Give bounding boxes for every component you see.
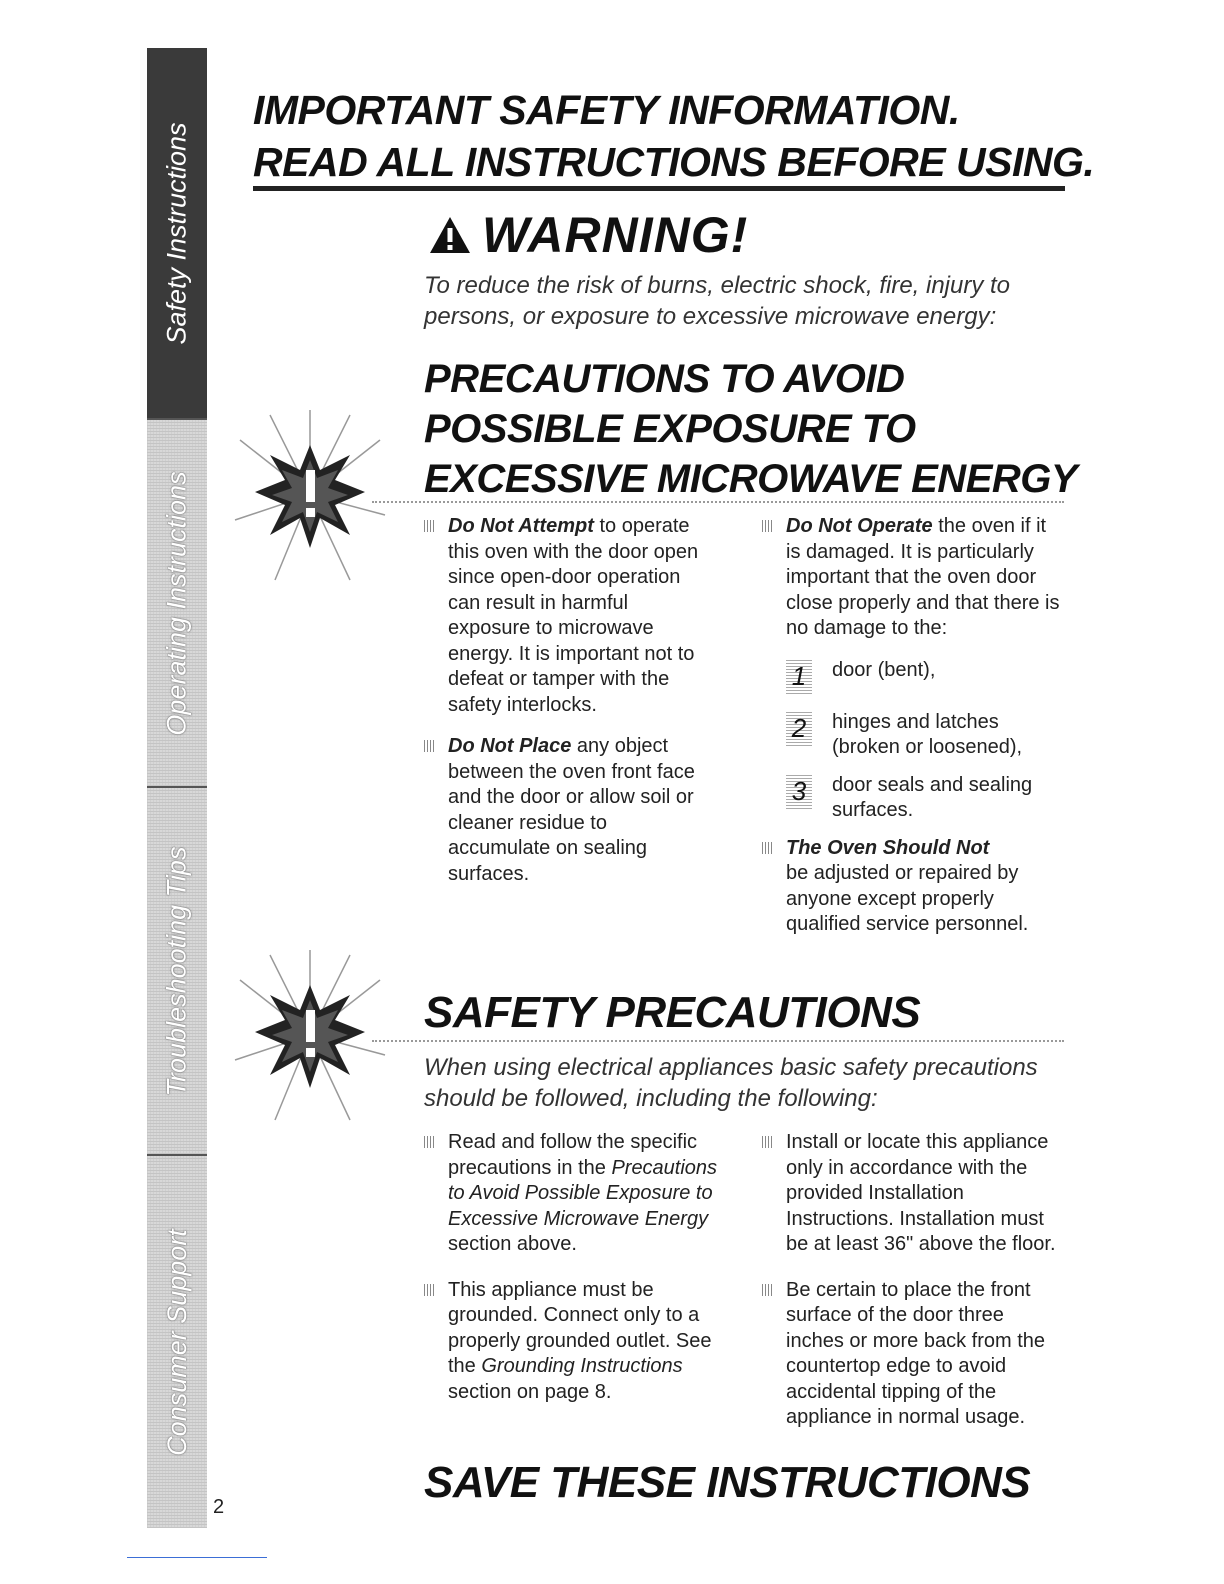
tab-operating-instructions[interactable] [147,420,207,788]
numbered-item: 1 door (bent), [786,658,1062,698]
page-number: 2 [213,1496,225,1518]
precautions-title-line1: PRECAUTIONS TO AVOID [424,357,905,401]
alert-burst-icon [230,400,390,590]
tab-troubleshooting-tips[interactable] [147,788,207,1156]
numbered-item: 2 hinges and latches (broken or loosened), [786,710,1062,761]
tab-label: Troubleshooting Tips [161,846,192,1096]
precautions-title-line3: EXCESSIVE MICROWAVE ENERGY [424,457,1078,501]
tab-safety-instructions[interactable] [147,48,207,420]
bullet-icon [424,520,436,532]
list-item: Do Not Place any object between the oven front face and the door or allow soil or cleaner residue to accumulate on sealing surfaces. [424,734,714,887]
number-badge: 3 [786,773,812,809]
list-item: This appliance must be grounded. Connect only to a properly grounded outlet. See the Grounding Instructions section on page 8. [424,1278,724,1406]
tab-consumer-support[interactable] [147,1156,207,1528]
warning-title: WARNING! [482,207,749,263]
safety-title: SAFETY PRECAUTIONS [424,988,921,1037]
precautions-left-column [424,514,714,903]
alert-burst-icon [230,940,390,1130]
safety-left-column [424,1130,724,1421]
tab-label: Consumer Support [161,1228,192,1456]
list-item: Do Not Attempt to operate this oven with the door open since open-door operation can result in harmful exposure to microwave energy. It is important not to defeat or tamper with the safety interlocks. [424,514,714,718]
warning-heading [428,206,748,264]
bullet-icon [424,1136,436,1148]
list-item: Be certain to place the front surface of the door three inches or more back from the countertop edge to avoid accidental tipping of the appliance in normal usage. [762,1278,1062,1431]
list-item: The Oven Should Not be adjusted or repaired by anyone except properly qualified service personnel. [762,836,1062,938]
warning-triangle-icon [428,215,472,255]
number-badge: 1 [786,658,812,694]
bullet-icon [424,1284,436,1296]
precautions-right-column [762,514,1062,954]
precautions-rule [372,501,1064,503]
tab-label: Safety Instructions [161,121,192,345]
safety-rule [372,1040,1064,1042]
tab-label: Operating Instructions [161,470,192,736]
bullet-icon [762,842,774,854]
bullet-icon [762,1284,774,1296]
header-line2: READ ALL INSTRUCTIONS BEFORE USING. [253,139,1095,185]
list-item: Read and follow the specific precautions in the Precautions to Avoid Possible Exposure to Excessive Microwave Energy section above. [424,1130,724,1258]
safety-intro: When using electrical appliances basic safety precautions should be followed, including the following: [424,1054,1038,1112]
precautions-title-line2: POSSIBLE EXPOSURE TO [424,407,916,451]
number-badge: 2 [786,710,812,746]
header-line1: IMPORTANT SAFETY INFORMATION. [253,87,960,133]
list-item: Install or locate this appliance only in accordance with the provided Installation Instructions. Installation must be at least 36" above the floor. [762,1130,1062,1258]
footer-line [127,1557,267,1558]
save-instructions: SAVE THESE INSTRUCTIONS [424,1458,1031,1507]
bullet-icon [762,1136,774,1148]
bullet-icon [762,520,774,532]
header-rule [253,186,1065,191]
list-item: Do Not Operate the oven if it is damaged. It is particularly important that the oven door close properly and that there is no damage to the: [762,514,1062,642]
safety-right-column [762,1130,1062,1447]
bullet-icon [424,740,436,752]
warning-text: To reduce the risk of burns, electric shock, fire, injury to persons, or exposure to excessive microwave energy: [424,272,1011,330]
numbered-item: 3 door seals and sealing surfaces. [786,773,1062,824]
